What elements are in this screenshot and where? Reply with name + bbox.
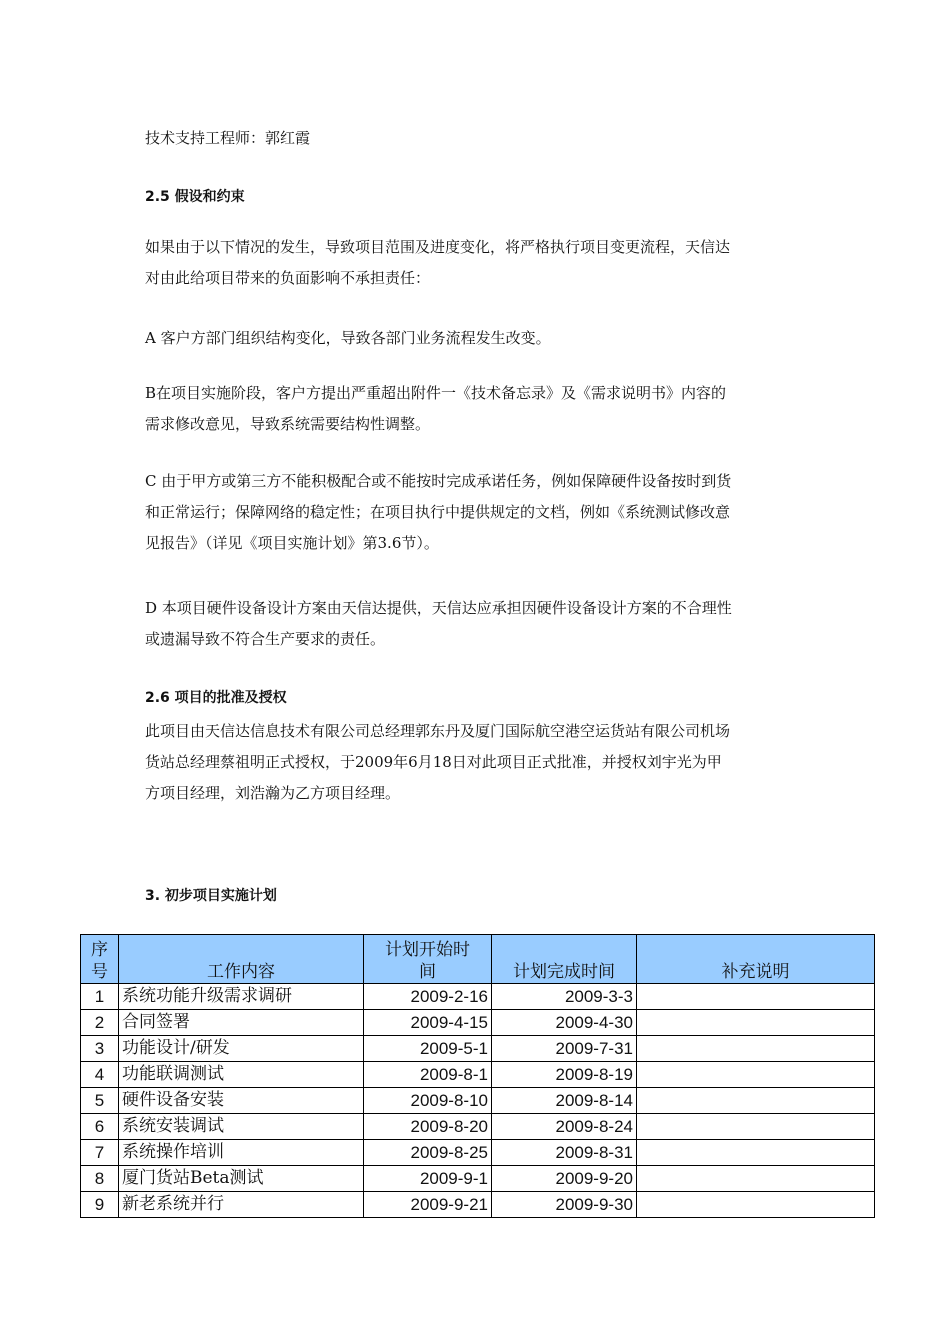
row-task: 厦门货站Beta测试 <box>119 1166 364 1192</box>
header-note: 补充说明 <box>637 935 875 984</box>
row-task: 系统安装调试 <box>119 1114 364 1140</box>
row-end: 2009-8-24 <box>492 1114 637 1140</box>
row-task: 功能联调测试 <box>119 1062 364 1088</box>
section-2-6-heading: 2.6 项目的批准及授权 <box>145 690 287 706</box>
row-task: 系统操作培训 <box>119 1140 364 1166</box>
table-row <box>81 1036 875 1062</box>
row-note <box>637 1114 875 1140</box>
row-task: 新老系统并行 <box>119 1192 364 1218</box>
header-task: 工作内容 <box>119 935 364 984</box>
row-start: 2009-8-25 <box>364 1140 492 1166</box>
row-start: 2009-9-1 <box>364 1166 492 1192</box>
row-end: 2009-8-31 <box>492 1140 637 1166</box>
table-row <box>81 1088 875 1114</box>
row-seq: 8 <box>81 1166 119 1192</box>
row-seq: 3 <box>81 1036 119 1062</box>
row-note <box>637 1140 875 1166</box>
row-note <box>637 1088 875 1114</box>
row-note <box>637 1036 875 1062</box>
row-end: 2009-4-30 <box>492 1010 637 1036</box>
support-engineer-line: 技术支持工程师：郭红霞 <box>145 129 311 147</box>
row-seq: 4 <box>81 1062 119 1088</box>
row-end: 2009-9-20 <box>492 1166 637 1192</box>
row-note <box>637 1166 875 1192</box>
row-start: 2009-5-1 <box>364 1036 492 1062</box>
row-end: 2009-8-19 <box>492 1062 637 1088</box>
section-2-5-intro: 如果由于以下情况的发生，导致项目范围及进度变化，将严格执行项目变更流程，天信达 对由此给项目带来的负面影响不承担责任： <box>145 238 731 287</box>
section-2-6-body: 此项目由天信达信息技术有限公司总经理郭东丹及厦门国际航空港空运货站有限公司机场 货站总经理蔡祖明正式授权，于2009年6月18日对此项目正式批准，并授权刘宇光为甲 方项目经理，刘浩瀚为乙方项目经理。 <box>145 722 731 802</box>
table-row <box>81 1192 875 1218</box>
table-row <box>81 1140 875 1166</box>
section-3-heading: 3. 初步项目实施计划 <box>145 888 277 904</box>
row-start: 2009-8-1 <box>364 1062 492 1088</box>
row-task: 硬件设备安装 <box>119 1088 364 1114</box>
table-row <box>81 1062 875 1088</box>
row-end: 2009-9-30 <box>492 1192 637 1218</box>
row-note <box>637 1192 875 1218</box>
row-note <box>637 1062 875 1088</box>
constraint-c: C 由于甲方或第三方不能积极配合或不能按时完成承诺任务，例如保障硬件设备按时到货 和正常运行；保障网络的稳定性；在项目执行中提供规定的文档，例如《系统测试修改意 见报告》（详见《项目实施计划》第3.6节）。 <box>145 472 732 552</box>
row-seq: 9 <box>81 1192 119 1218</box>
row-task: 合同签署 <box>119 1010 364 1036</box>
table-header-row <box>81 935 875 984</box>
table-row <box>81 1114 875 1140</box>
header-seq: 序 号 <box>81 935 119 984</box>
row-end: 2009-7-31 <box>492 1036 637 1062</box>
row-start: 2009-2-16 <box>364 984 492 1010</box>
row-task: 功能设计/研发 <box>119 1036 364 1062</box>
row-start: 2009-9-21 <box>364 1192 492 1218</box>
row-start: 2009-8-10 <box>364 1088 492 1114</box>
row-task: 系统功能升级需求调研 <box>119 984 364 1010</box>
row-seq: 2 <box>81 1010 119 1036</box>
header-start: 计划开始时 间 <box>364 935 492 984</box>
row-seq: 1 <box>81 984 119 1010</box>
row-start: 2009-4-15 <box>364 1010 492 1036</box>
constraint-d: D 本项目硬件设备设计方案由天信达提供，天信达应承担因硬件设备设计方案的不合理性 或遗漏导致不符合生产要求的责任。 <box>145 599 732 648</box>
row-end: 2009-8-14 <box>492 1088 637 1114</box>
row-note <box>637 984 875 1010</box>
implementation-plan-table <box>80 934 875 1218</box>
row-note <box>637 1010 875 1036</box>
section-2-5-heading: 2.5 假设和约束 <box>145 189 245 205</box>
row-seq: 7 <box>81 1140 119 1166</box>
constraint-b: B在项目实施阶段，客户方提出严重超出附件一《技术备忘录》及《需求说明书》内容的 需求修改意见，导致系统需要结构性调整。 <box>145 384 727 433</box>
row-start: 2009-8-20 <box>364 1114 492 1140</box>
row-seq: 5 <box>81 1088 119 1114</box>
constraint-a: A 客户方部门组织结构变化，导致各部门业务流程发生改变。 <box>145 329 551 347</box>
row-end: 2009-3-3 <box>492 984 637 1010</box>
header-end: 计划完成时间 <box>492 935 637 984</box>
table-row <box>81 1166 875 1192</box>
table-row <box>81 1010 875 1036</box>
table-row <box>81 984 875 1010</box>
row-seq: 6 <box>81 1114 119 1140</box>
